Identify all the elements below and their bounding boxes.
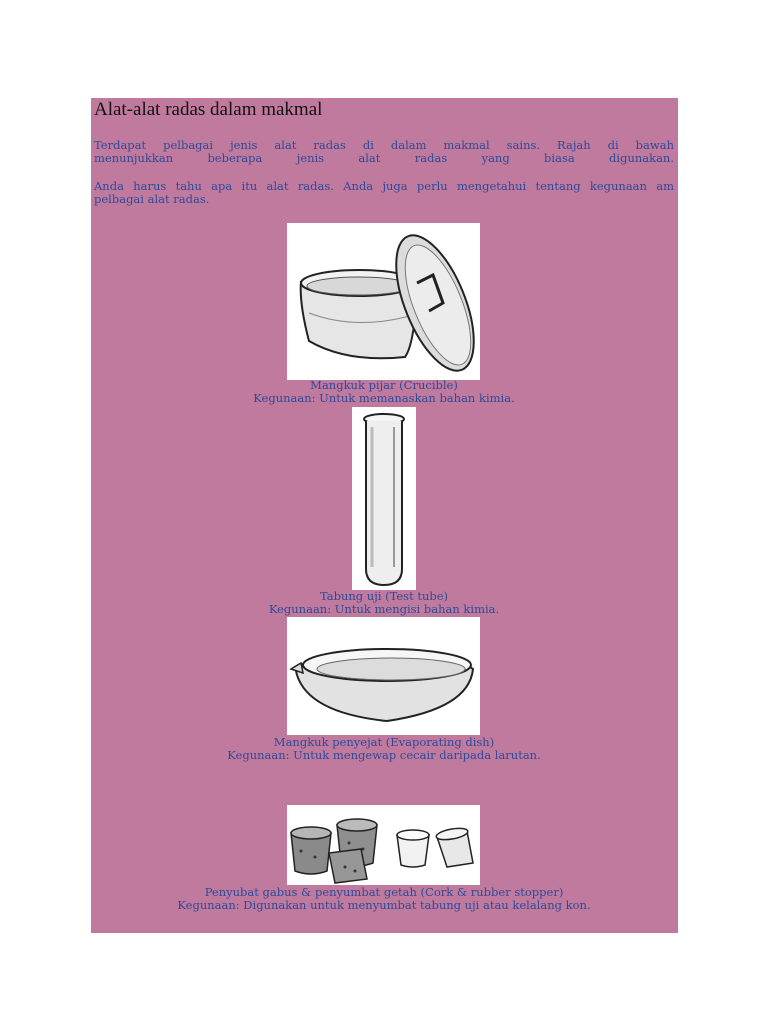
- stopper-icon: [287, 805, 480, 885]
- crucible-icon: [287, 223, 480, 380]
- stopper-figure: [287, 805, 480, 885]
- item-use: Kegunaan: Digunakan untuk menyumbat tabung uji atau kelalang kon.: [177, 898, 591, 912]
- crucible-figure: [287, 223, 480, 380]
- item-name: Mangkuk pijar (Crucible): [310, 378, 458, 392]
- test-tube-caption: [94, 590, 674, 616]
- crucible-caption: [94, 379, 674, 405]
- intro-line-2: menunjukkan beberapa jenis alat radas yang biasa digunakan.: [94, 151, 674, 165]
- evaporating-dish-caption: [94, 736, 674, 762]
- stopper-caption: [94, 886, 674, 912]
- test-tube-figure: [352, 407, 416, 590]
- item-name: Mangkuk penyejat (Evaporating dish): [273, 735, 495, 749]
- item-name: Penyubat gabus & penyumbat getah (Cork & rubber stopper): [204, 885, 564, 899]
- intro-para2-line-1: Anda harus tahu apa itu alat radas. Anda juga perlu mengetahui tentang kegunaan am: [94, 179, 674, 193]
- item-use: Kegunaan: Untuk memanaskan bahan kimia.: [253, 391, 515, 405]
- intro-para2-line-2: pelbagai alat radas.: [94, 192, 210, 206]
- test-tube-icon: [352, 407, 416, 590]
- page-title: Alat-alat radas dalam makmal: [94, 99, 323, 120]
- evaporating-dish-figure: [287, 617, 480, 735]
- intro-line-1: Terdapat pelbagai jenis alat radas di dalam makmal sains. Rajah di bawah: [94, 138, 674, 152]
- item-use: Kegunaan: Untuk mengewap cecair daripada larutan.: [227, 748, 541, 762]
- item-use: Kegunaan: Untuk mengisi bahan kimia.: [268, 602, 500, 616]
- item-name: Tabung uji (Test tube): [319, 589, 449, 603]
- evaporating-dish-icon: [287, 617, 480, 735]
